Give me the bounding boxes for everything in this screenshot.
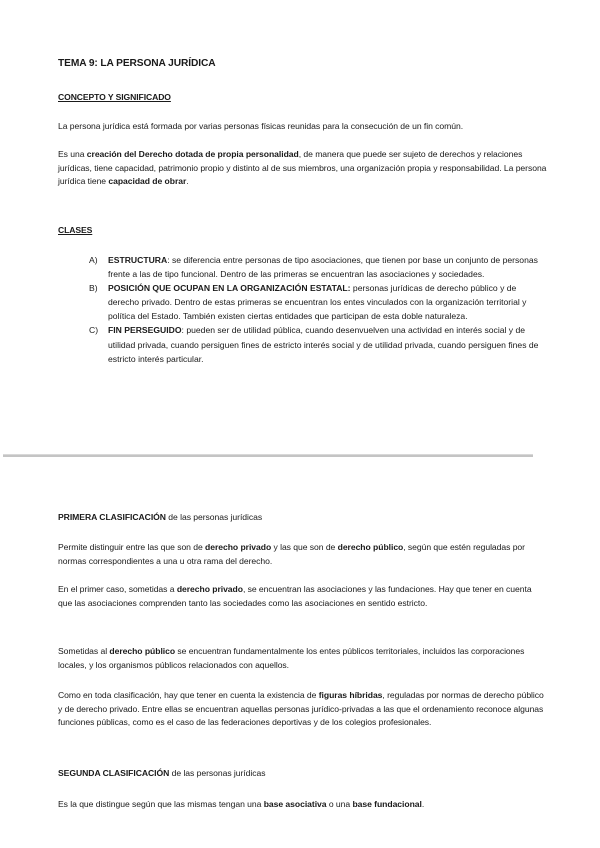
bold-term: capacidad de obrar <box>108 176 187 187</box>
text-run: Es la que distingue según que las mismas tengan una <box>58 799 264 809</box>
text-run: , reguladas por normas de derecho público y de derecho privado. Entre ellas se encuentran aquellas personas jurídico-privadas a las que el ordenamiento reconoce algunas funciones públicas, como es el caso de las federaciones deportivas y de los colegios profesionales. <box>58 690 544 728</box>
text-run: o una <box>326 799 353 809</box>
primera-paragraph-2 <box>58 583 548 610</box>
text-run: Permite distinguir entre las que son de <box>58 542 206 552</box>
text-run: En el primer caso, sometidas a <box>58 584 177 594</box>
page-divider <box>3 454 533 457</box>
bold-term: base fundacional <box>352 799 422 809</box>
text-run: se encuentran fundamentalmente los entes públicos territoriales, incluidos las corporaciones locales, y los organismos públicos relacionados con aquellos. <box>58 646 525 670</box>
list-item-label: FIN PERSEGUIDO <box>108 325 182 336</box>
text-run: Es una <box>58 149 87 159</box>
text-run: , se encuentran las asociaciones y las fundaciones. Hay que tener en cuenta que las asociaciones comprenden tanto las sociedades como las asociaciones en sentido estricto. <box>58 584 532 608</box>
text-run: Como en toda clasificación, hay que tener en cuenta la existencia de <box>58 690 319 700</box>
text-run: y las que son de <box>271 542 338 552</box>
clases-list <box>89 253 544 366</box>
section-heading-primera <box>58 512 262 522</box>
bold-term: derecho privado <box>205 542 272 552</box>
segunda-paragraph-1 <box>58 798 548 812</box>
list-marker: B) <box>89 283 98 294</box>
bold-term: figuras híbridas <box>318 690 383 700</box>
section-heading-clases: CLASES <box>58 225 93 235</box>
section-heading-segunda <box>58 768 265 778</box>
list-item-text: : se diferencia entre personas de tipo asociaciones, que tienen por base un conjunto de personas frente a las de tipo funcional. Dentro de las primeras se encuentran las asociaciones y sociedades. <box>108 255 538 280</box>
bold-term: derecho público <box>337 542 404 552</box>
list-item-label: POSICIÓN QUE OCUPAN EN LA ORGANIZACIÓN ESTATAL: <box>108 283 351 294</box>
text-run: . <box>421 799 425 809</box>
text-run: de las personas jurídicas <box>165 512 263 522</box>
bold-term: SEGUNDA CLASIFICACIÓN <box>58 768 170 778</box>
text-run: , de manera que puede ser sujeto de derechos y relaciones jurídicas, tiene capacidad, patrimonio propio y distinto al de sus miembros, una organización propia y responsabilidad. La persona jurídica tiene <box>58 149 547 187</box>
bold-term: base asociativa <box>263 799 327 809</box>
bold-term: derecho público <box>109 646 176 656</box>
text-run: . <box>186 176 189 187</box>
bold-term: PRIMERA CLASIFICACIÓN <box>58 512 166 522</box>
list-item-posicion <box>89 281 544 323</box>
concepto-paragraph-1: La persona jurídica está formada por varias personas físicas reunidas para la consecución de un fin común. <box>58 121 464 131</box>
list-marker: A) <box>89 255 98 265</box>
text-run: , según que estén reguladas por normas correspondientes a una u otra rama del derecho. <box>58 542 525 566</box>
primera-paragraph-4 <box>58 689 548 730</box>
list-marker: C) <box>89 325 99 336</box>
list-item-text: personas jurídicas de derecho público y de derecho privado. Dentro de estas primeras se encuentran los entes vinculados con la organización territorial y política del Estado. También existen ciertas entidades que participan de esta doble naturaleza. <box>108 283 527 322</box>
bold-term: derecho privado <box>176 584 243 594</box>
list-item-fin <box>89 323 544 365</box>
list-item-text: : pueden ser de utilidad pública, cuando desenvuelven una actividad en interés social y de utilidad privada, cuando persiguen fines de estricto interés social y de utilidad privada, cuando persiguen fines de estricto interés particular. <box>108 325 539 364</box>
text-run: Sometidas al <box>58 646 110 656</box>
bold-term: creación del Derecho dotada de propia personalidad <box>86 149 299 159</box>
list-item-label: ESTRUCTURA <box>108 255 168 265</box>
list-item-estructura <box>89 253 544 281</box>
primera-paragraph-1 <box>58 541 548 568</box>
text-run: de las personas jurídicas <box>169 768 266 778</box>
section-heading-concepto: CONCEPTO Y SIGNIFICADO <box>58 92 171 102</box>
concepto-paragraph-2 <box>58 148 548 189</box>
primera-paragraph-3 <box>58 645 548 672</box>
page-title: TEMA 9: LA PERSONA JURÍDICA <box>58 58 216 69</box>
